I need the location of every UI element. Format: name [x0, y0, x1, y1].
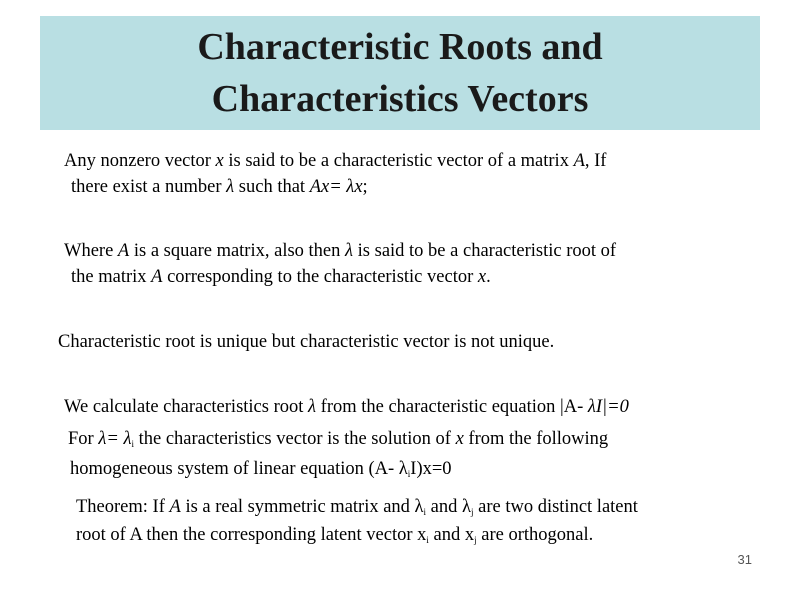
equation-line: We calculate characteristics root λ from the characteristic equation |A- λI|=0 [64, 397, 629, 417]
theorem-line-2: root of A then the corresponding latent vector $x_i$ and $x_j$ are orthogonal. [76, 525, 594, 545]
slide-title-line-1: Characteristic Roots and [197, 26, 603, 68]
root-line-1: Where A is a square matrix, also then λ is said to be a characteristic root of [64, 241, 617, 261]
theorem-line-1: Theorem: If A is a real symmetric matrix and $\lambda_i$ and $\lambda_j$ are two distinct latent [76, 497, 638, 517]
characteristic-equation-paragraph [64, 394, 629, 420]
slide-title-line-2: Characteristics Vectors [211, 78, 589, 120]
root-line-2: the matrix A corresponding to the characteristic vector x. [71, 267, 491, 287]
theorem-paragraph [76, 494, 638, 548]
definition-line-1: Any nonzero vector x is said to be a characteristic vector of a matrix A, If [64, 151, 607, 171]
eigenvector-system-paragraph [68, 426, 608, 482]
title-band [40, 16, 760, 130]
uniqueness-paragraph [58, 329, 554, 355]
definition-line-2: there exist a number λ such that Ax= λx; [71, 177, 368, 197]
system-line-1: For $\lambda= \lambda_i$ the characteristics vector is the solution of x from the following [68, 429, 609, 449]
characteristic-root-paragraph [64, 238, 616, 290]
system-line-2: homogeneous system of linear equation (A- $\lambda_iI)x=0$ [70, 459, 452, 479]
uniqueness-line: Characteristic root is unique but characteristic vector is not unique. [58, 332, 555, 352]
page-number: 31 [737, 552, 752, 567]
definition-paragraph [64, 148, 606, 200]
